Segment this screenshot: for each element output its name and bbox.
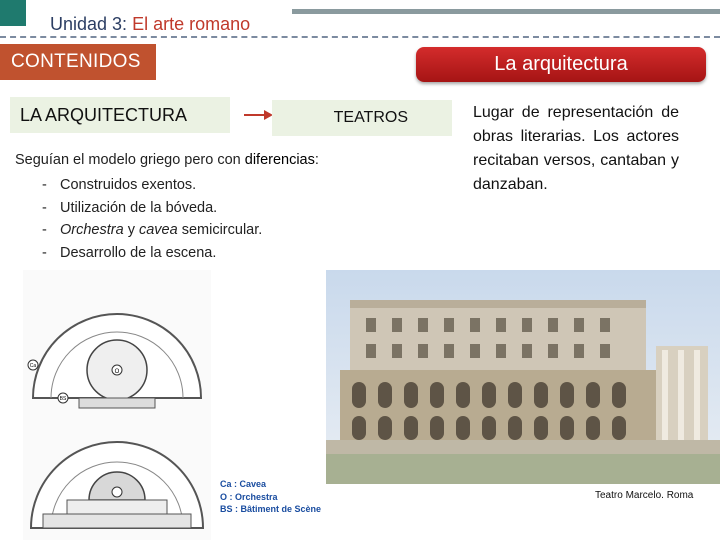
list-item-italic-cavea: cavea	[138, 222, 178, 238]
list-item	[42, 197, 262, 220]
list-dash: -	[42, 244, 47, 261]
unit-title	[50, 14, 250, 35]
intro-text	[15, 152, 319, 168]
unit-topic: El arte romano	[132, 14, 251, 34]
arrow-right-icon	[244, 108, 274, 122]
legend-item-orchestra: O : Orchestra	[220, 491, 278, 502]
list-item	[42, 174, 262, 197]
intro-bold: diferencias	[244, 152, 315, 168]
plan-label-bs: BS	[59, 396, 67, 402]
teatro-marcelo-photo	[326, 270, 720, 484]
photo-caption: Teatro Marcelo. Roma	[595, 490, 694, 501]
top-rule	[292, 9, 720, 14]
theatre-plan-diagram	[23, 270, 211, 540]
theatre-description: Lugar de representación de obras literarias. Los actores recitaban versos, cantaban y danzaban.	[473, 104, 679, 193]
list-dash: -	[42, 222, 47, 238]
legend-item-scene: BS : Bâtiment de Scène	[220, 504, 322, 514]
contenidos-label: CONTENIDOS	[0, 44, 156, 80]
plan-legend	[220, 478, 321, 516]
corner-decoration	[0, 0, 26, 26]
plan-label-o: O	[114, 369, 120, 375]
list-item-text: Construidos exentos.	[60, 177, 197, 193]
legend-item-cavea: Ca : Cavea	[220, 479, 267, 489]
list-dash: -	[42, 177, 47, 193]
list-item-text: Desarrollo de la escena.	[60, 244, 217, 261]
list-item	[42, 242, 262, 265]
dashed-divider	[0, 36, 720, 38]
list-item-end: semicircular.	[177, 222, 263, 238]
list-item	[42, 219, 262, 242]
intro-suffix: :	[314, 152, 319, 168]
list-dash: -	[42, 199, 47, 216]
concept-main-box: LA ARQUITECTURA	[10, 97, 230, 133]
list-item-italic-orchestra: Orchestra	[60, 222, 124, 238]
list-item-joiner: y	[123, 222, 139, 238]
differences-list	[42, 174, 262, 264]
concept-sub-box: TEATROS	[272, 100, 452, 136]
section-title-pill: La arquitectura	[416, 47, 706, 82]
unit-prefix: Unidad 3:	[50, 14, 128, 34]
intro-lead: Seguían el modelo griego pero con	[15, 152, 245, 168]
list-item-text: Utilización de la bóveda.	[60, 199, 218, 216]
plan-label-ca: Ca	[29, 363, 37, 369]
